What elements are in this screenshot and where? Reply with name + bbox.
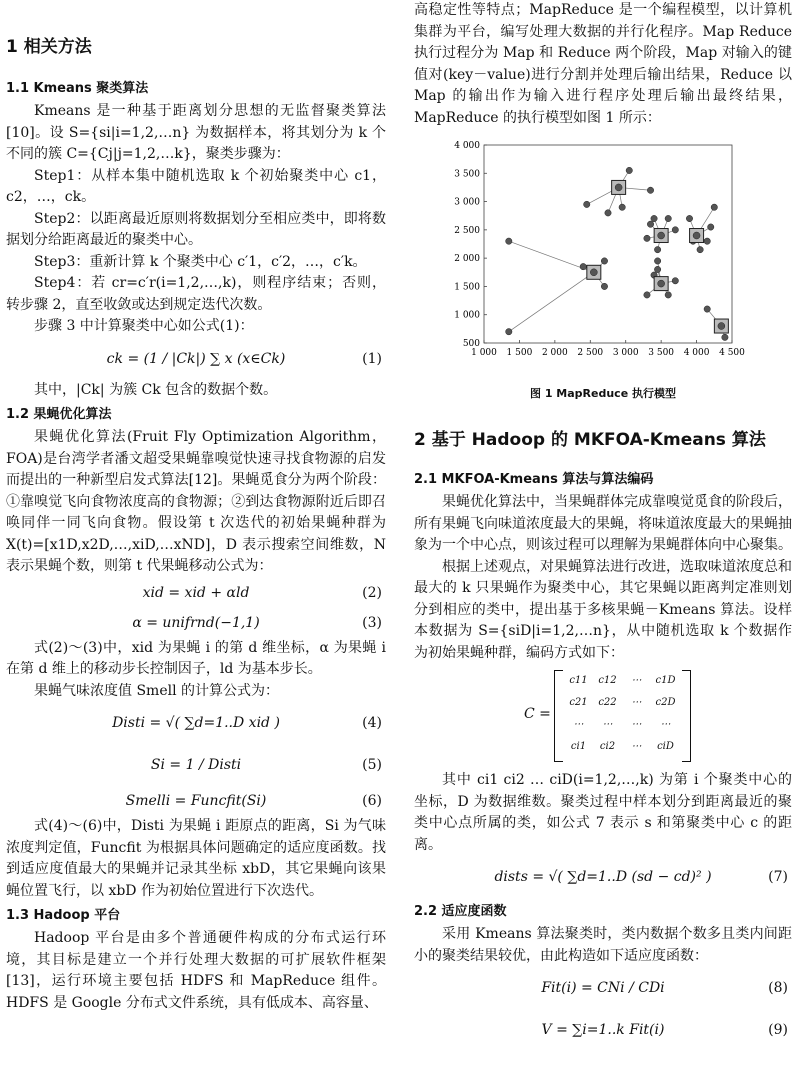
y-tick-label: 2 500 (454, 225, 480, 236)
equation-2-number: (2) (362, 584, 382, 601)
x-tick-label: 4 500 (719, 348, 745, 358)
equation-9-body: V = ∑i=1..k Fit(i) (541, 1022, 665, 1038)
step-4: Step4：若 cr=c′r(i=1,2,…,k)，则程序结束；否则，转步骤 2，直至收敛或达到规定迭代次数。 (6, 275, 386, 313)
matrix-cell: c22 (598, 697, 617, 708)
step-note: 步骤 3 中计算聚类中心如公式(1)： (34, 318, 254, 334)
data-point (619, 204, 625, 210)
data-point (647, 187, 653, 193)
equation-6-body: Smelli = Funcfit(Si) (125, 793, 267, 809)
matrix-cell: ciD (657, 741, 674, 752)
data-point (704, 306, 710, 312)
matrix-cell: c1D (655, 675, 676, 686)
section-2-1-heading: 2.1 MKFOA-Kmeans 算法与算法编码 (414, 472, 654, 487)
equation-7-number: (7) (768, 869, 788, 885)
figure-1-caption: 图 1 MapReduce 执行模型 (529, 387, 676, 400)
equation-4 (6, 702, 386, 744)
equation-3-body: α = unifrnd(−1,1) (132, 614, 260, 631)
section-2-2-heading: 2.2 适应度函数 (414, 904, 507, 919)
equation-8-number: (8) (768, 980, 788, 996)
matrix-cell: ⋯ (573, 719, 584, 730)
matrix-cell: ⋯ (631, 675, 642, 686)
kmeans-intro: Kmeans 是一种基于距离划分思想的无监督聚类算法[10]。设 S={si|i=1,2,…n} 为数据样本，将其划分为 k 个不同的簇 C={Cj|j=1,2,…k}，聚类步骤为： (6, 103, 386, 162)
matrix-cell: ci2 (599, 741, 616, 752)
equation-5 (6, 744, 386, 786)
equation-5-body: Si = 1 / Disti (150, 757, 242, 773)
data-point (711, 204, 717, 210)
data-point (506, 328, 512, 334)
data-point (672, 278, 678, 284)
mkfoa-paragraph-1: 果蝇优化算法中，当果蝇群体完成靠嗅觉觅食的阶段后，所有果蝇飞向味道浓度最大的果蝇，将味道浓度最大的果蝇抽象为一个中心点，则该过程可以理解为果蝇群体向中心聚集。 (414, 494, 792, 553)
data-point (584, 201, 590, 207)
equation-5-number: (5) (362, 757, 382, 773)
y-tick-label: 4 000 (454, 141, 480, 151)
data-point (708, 224, 714, 230)
equation-2 (6, 578, 386, 608)
data-point (654, 246, 660, 252)
data-point (654, 266, 660, 272)
equation-6-number: (6) (362, 793, 382, 809)
data-point (651, 215, 657, 221)
equation-1-number: (1) (362, 350, 382, 367)
matrix-cell: ⋯ (631, 741, 642, 752)
data-point (601, 283, 607, 289)
equation-9 (414, 1009, 792, 1051)
left-column (6, 0, 386, 1014)
data-point (665, 292, 671, 298)
section-1-1-heading: 1.1 Kmeans 聚类算法 (6, 81, 149, 96)
data-point (686, 215, 692, 221)
equation-4-6-note: 式(4)～(6)中，Disti 为果蝇 i 距原点的距离，Si 为气味浓度判定值，Funcfit 为根据具体问题确定的适应度函数。找到适应度值最大的果蝇并记录其坐标 xbD，其它果蝇向该果蝇位置飞行，以 xbD 作为初始位置进行下次迭代。 (6, 818, 386, 899)
matrix-cell: ci1 (570, 741, 587, 752)
data-point (644, 292, 650, 298)
data-point (605, 210, 611, 216)
step-3: Step3：重新计算 k 个聚类中心 c′1，c′2，…，c′k。 (34, 253, 367, 270)
data-point (580, 263, 586, 269)
section-1-3-heading: 1.3 Hadoop 平台 (6, 908, 121, 923)
mapreduce-continuation: 高稳定性等特点；MapReduce 是一个编程模型，以计算机集群为平台，编写处理大数据的并行化程序。Map Reduce 执行过程分为 Map 和 Reduce 两个阶段，Map 对输入的键值对(key－value)进行分割并处理后输出结果，Reduce 以 Map 的输出作为输入进行程序处理后输出最终结果，MapReduce 的执行模型如图 1 所示： (414, 2, 792, 126)
data-point (722, 334, 728, 340)
x-tick-label: 3 500 (648, 348, 675, 358)
x-tick-label: 2 000 (541, 348, 568, 358)
data-point (626, 167, 632, 173)
equation-1-body: ck = (1 / |Ck|) ∑ x (x∈Ck) (106, 350, 286, 367)
cluster-center-dot (718, 323, 725, 330)
y-tick-label: 500 (462, 339, 480, 349)
equation-4-body: Disti = √( ∑d=1..D xid ) (112, 715, 280, 731)
equation-3 (6, 608, 386, 638)
hadoop-intro: Hadoop 平台是由多个普通硬件构成的分布式运行环境，其目标是建立一个并行处理大数据的可扩展软件框架[13]，运行环境主要包括 HDFS 和 MapReduce 组件。HDFS 是 Google 分布式文件系统，具有低成本、高容量、 (6, 930, 386, 1011)
matrix-cell: c12 (598, 675, 617, 686)
equation-7 (414, 856, 792, 898)
cluster-center-dot (590, 269, 597, 276)
encoding-matrix (414, 668, 792, 766)
equation-9-number: (9) (768, 1022, 788, 1038)
matrix-cell: c11 (569, 675, 588, 686)
data-point (672, 227, 678, 233)
smell-intro: 果蝇气味浓度值 Smell 的计算公式为： (34, 682, 280, 699)
x-tick-label: 4 000 (683, 348, 710, 358)
matrix-cell: c2D (655, 697, 676, 708)
matrix-cell: ⋯ (631, 697, 642, 708)
matrix-cell: ⋯ (631, 719, 642, 730)
y-tick-label: 2 000 (454, 254, 480, 265)
section-1-2-heading: 1.2 果蝇优化算法 (6, 407, 112, 422)
x-tick-label: 1 000 (471, 348, 497, 358)
equation-4-number: (4) (362, 715, 382, 731)
matrix-cell: c21 (569, 697, 588, 708)
equation-2-3-note: 式(2)～(3)中，xid 为果蝇 i 的第 d 维坐标，α 为果蝇 i 在第 d 维上的移动步长控制因子，ld 为基本步长。 (6, 639, 386, 677)
assignment-line (509, 272, 594, 331)
matrix-cell: ⋯ (602, 719, 613, 730)
data-point (506, 238, 512, 244)
y-tick-label: 3 500 (454, 169, 480, 180)
section-1-heading: 1 相关方法 (6, 37, 92, 57)
cluster-center-dot (693, 232, 700, 239)
step-1: Step1：从样本集中随机选取 k 个初始聚类中心 c1，c2，…，ck。 (6, 167, 386, 205)
equation-7-body: dists = √( ∑d=1..D (sd − cd)² ) (494, 869, 712, 885)
matrix-lhs: C = (524, 706, 551, 722)
cluster-center-dot (658, 280, 665, 287)
data-point (654, 258, 660, 264)
matrix-right-bracket (682, 670, 691, 762)
data-point (647, 221, 653, 227)
foa-intro: 果蝇优化算法(Fruit Fly Optimization Algorithm，FOA)是台湾学者潘文超受果蝇靠嗅觉快速寻找食物源的启发而提出的一种新型启发式算法[12]。果蝇觅食分为两个阶段：①靠嗅觉飞向食物浓度高的食物源；②到达食物源附近后即召唤同伴一同飞向食物。假设第 t 次迭代的初始果蝇种群为 X(t)=[x1D,x2D,…,xiD,…xND]，D 表示搜索空间维数，N 表示果蝇个数，则第 t 代果蝇移动公式为： (6, 429, 386, 574)
equation-8-body: Fit(i) = CNi / CDi (541, 980, 665, 996)
step-2: Step2：以距离最近原则将数据划分至相应类中，即将数据划分给距离最近的聚类中心。 (6, 210, 386, 248)
cluster-center-dot (615, 184, 622, 191)
y-tick-label: 1 500 (454, 282, 480, 293)
section-2-heading: 2 基于 Hadoop 的 MKFOA-Kmeans 算法 (414, 430, 766, 450)
data-point (697, 246, 703, 252)
mkfoa-paragraph-2: 根据上述观点，对果蝇算法进行改进，选取味道浓度总和最大的 k 只果蝇作为聚类中心，其它果蝇以距离判定准则划分到相应的类中，提出基于多核果蝇－Kmeans 算法。设样本数据为 S={siD|i=1,2,…n}，从中随机选取 k 个数据作为初始果蝇种群，编码方式如下： (414, 558, 792, 661)
equation-1 (6, 338, 386, 380)
matrix-note: 其中 ci1 ci2 … ciD(i=1,2,…,k) 为第 i 个聚类中心的坐标，D 为数据维数。聚类过程中样本划分到距离最近的聚类中心点所属的类，如公式 7 表示 s 和第聚类中心 c 的距离。 (414, 772, 792, 853)
matrix-left-bracket (554, 670, 563, 762)
data-point (665, 215, 671, 221)
scatter-chart (414, 135, 792, 383)
data-point (601, 258, 607, 264)
cluster-center-dot (658, 232, 665, 239)
x-tick-label: 2 500 (577, 348, 604, 358)
matrix-cells (564, 672, 680, 756)
figure-1 (414, 135, 792, 383)
x-tick-label: 3 000 (612, 348, 639, 358)
right-column (414, 0, 792, 1051)
data-point (704, 238, 710, 244)
y-tick-label: 1 000 (454, 310, 480, 321)
x-tick-label: 1 500 (506, 348, 533, 358)
equation-6 (6, 786, 386, 816)
data-point (644, 235, 650, 241)
equation-8 (414, 967, 792, 1009)
fitness-intro: 采用 Kmeans 算法聚类时，类内数据个数多且类内间距小的聚类结果较优，由此构造如下适应度函数： (414, 926, 792, 964)
equation-3-number: (3) (362, 614, 382, 631)
y-tick-label: 3 000 (454, 197, 480, 208)
matrix-cell: ⋯ (660, 719, 671, 730)
equation-2-body: xid = xid + αld (142, 584, 250, 601)
equation-1-note: 其中，|Ck| 为簇 Ck 包含的数据个数。 (34, 381, 278, 398)
